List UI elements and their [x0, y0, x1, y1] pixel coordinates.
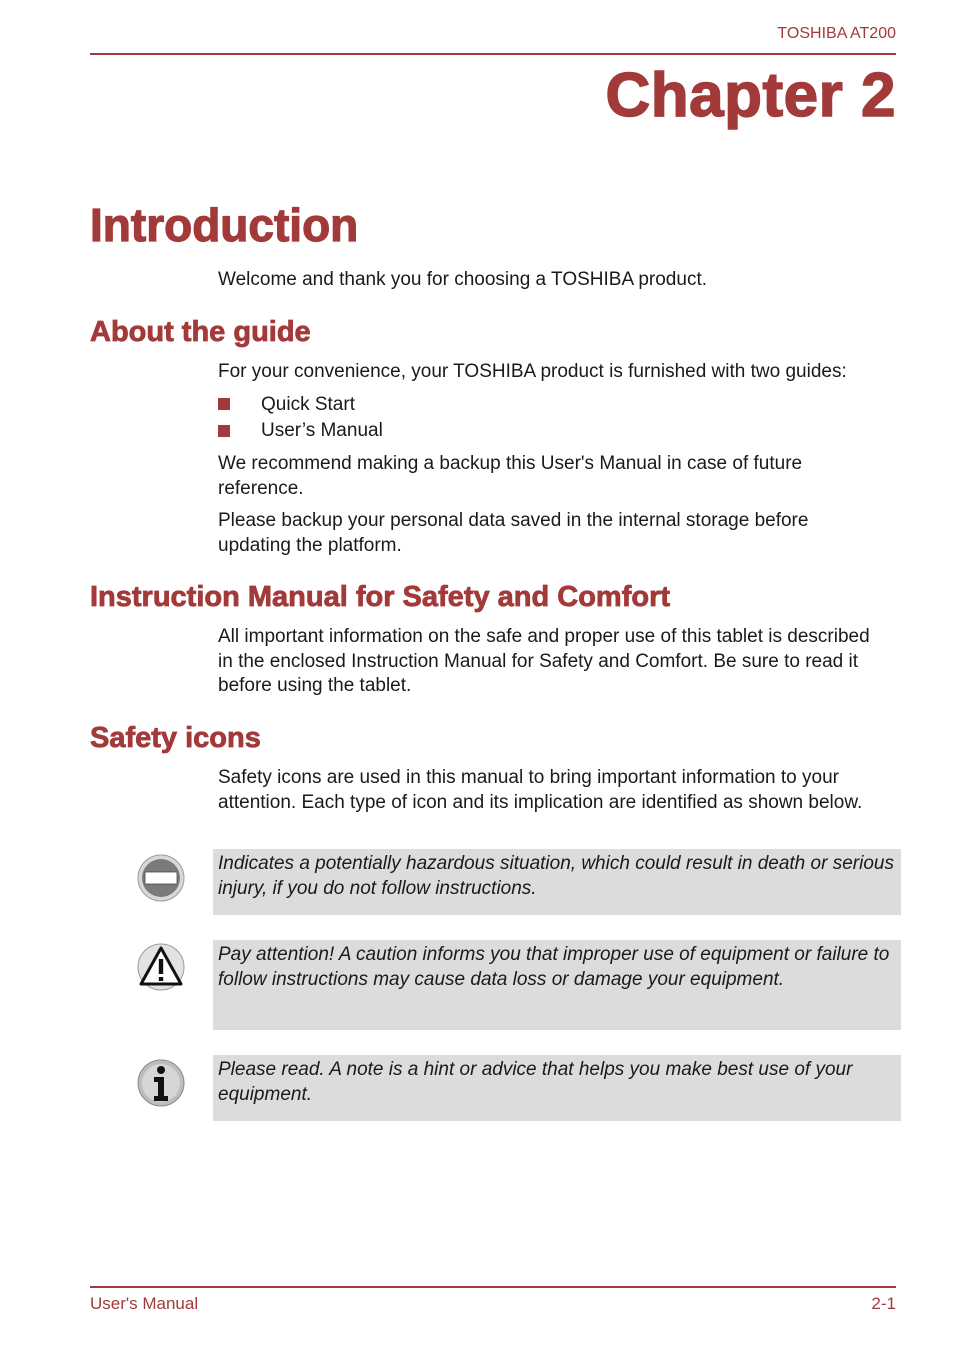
section-heading-about: About the guide: [90, 316, 311, 348]
bullet-marker: [218, 425, 230, 437]
warning-prohibition-icon: [136, 853, 186, 903]
note-info-text: Please read. A note is a hint or advice that helps you make best use of your equipment.: [218, 1059, 853, 1105]
chapter-title: Chapter 2: [605, 61, 896, 130]
guide-item-quick-start: Quick Start: [261, 394, 355, 415]
section-heading-safety-icons: Safety icons: [90, 722, 261, 754]
note-warning-text: Indicates a potentially hazardous situation, which could result in death or serious injury, if you do not follow instructions.: [218, 853, 894, 899]
note-info: [213, 1055, 901, 1121]
header-brand: TOSHIBA AT200: [777, 25, 896, 42]
about-lead: For your convenience, your TOSHIBA product is furnished with two guides:: [218, 361, 847, 382]
note-caution: [213, 940, 901, 1030]
info-note-icon: [136, 1058, 186, 1108]
footer-rule: [90, 1286, 896, 1288]
caution-triangle-icon: [136, 942, 186, 992]
guide-item-users-manual: User’s Manual: [261, 420, 383, 441]
section-heading-manual: Instruction Manual for Safety and Comfort: [90, 581, 671, 613]
note-caution-text: Pay attention! A caution informs you that improper use of equipment or failure to follow instructions may cause data loss or damage your equipment.: [218, 944, 890, 990]
note-warning: [213, 849, 901, 915]
welcome-text: Welcome and thank you for choosing a TOSHIBA product.: [218, 269, 707, 290]
about-para-backup-manual: We recommend making a backup this User's Manual in case of future reference.: [218, 453, 803, 499]
header-rule: [90, 53, 896, 55]
safety-para: Safety icons are used in this manual to bring important information to your attention. Each type of icon and its implication are identified as shown below.: [218, 767, 863, 813]
about-para-backup-data: Please backup your personal data saved in the internal storage before updating the platform.: [218, 510, 809, 556]
bullet-marker: [218, 398, 230, 410]
page-number: 2-1: [871, 1294, 896, 1313]
manual-para: All important information on the safe and proper use of this tablet is described in the enclosed Instruction Manual for Safety and Comfort. Be sure to read it before using the tablet.: [218, 626, 870, 696]
footer-manual-label: User's Manual: [90, 1294, 199, 1313]
section-heading-introduction: Introduction: [90, 199, 359, 251]
